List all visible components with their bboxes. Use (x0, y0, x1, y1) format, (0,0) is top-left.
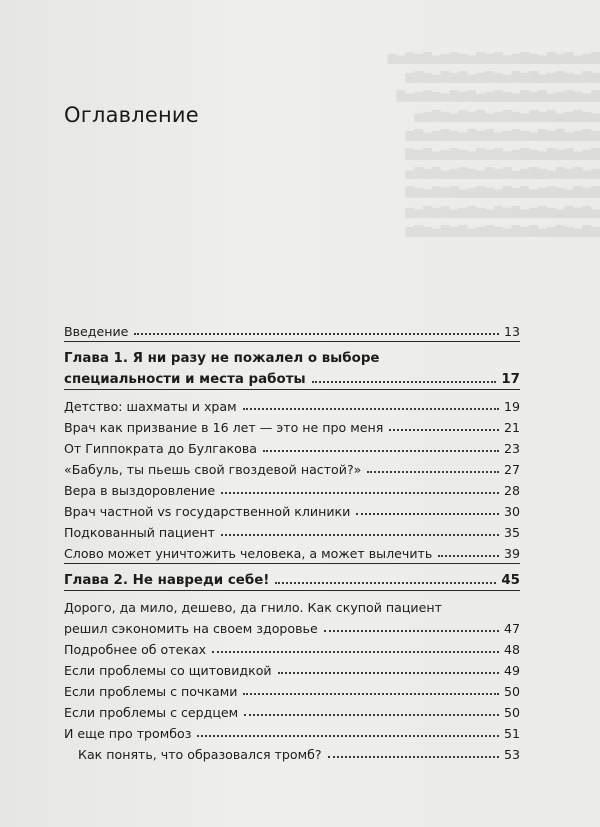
toc-entry-title: Детство: шахматы и храм (64, 399, 237, 414)
dot-leader (438, 555, 499, 557)
toc-entry-title: Подкованный пациент (64, 525, 215, 540)
toc-entry-title: Слово может уничтожить человека, а может вылечить (64, 546, 433, 561)
dot-leader (356, 513, 499, 515)
toc-entry-title: Введение (64, 324, 129, 339)
dot-leader (134, 333, 499, 335)
toc-entry-page: 51 (503, 726, 520, 741)
toc-entry-title: Если проблемы со щитовидкой (64, 663, 272, 678)
toc-entry-page: 27 (503, 462, 520, 477)
table-of-contents (64, 318, 520, 762)
chapter-divider (64, 389, 520, 390)
toc-entry-page: 49 (503, 663, 520, 678)
toc-entry-page: 30 (503, 504, 520, 519)
toc-entry[interactable] (64, 414, 520, 435)
chapter-divider (64, 590, 520, 591)
toc-entry-title-line2: решил сэкономить на своем здоровье (64, 621, 318, 636)
toc-entry[interactable] (64, 636, 520, 657)
dot-leader (324, 630, 499, 632)
toc-entry-title: Подробнее об отеках (64, 642, 207, 657)
dot-leader (212, 651, 499, 653)
toc-entry[interactable] (64, 720, 520, 741)
toc-entry-title: Вера в выздоровление (64, 483, 216, 498)
toc-entry-title: Как понять, что образовался тромб? (78, 747, 322, 762)
toc-entry-page: 19 (503, 399, 520, 414)
toc-entry-title: Врач частной vs государственной клиники (64, 504, 351, 519)
toc-entry-page: 48 (503, 642, 520, 657)
toc-entry-page: 13 (503, 324, 520, 339)
toc-entry[interactable] (64, 393, 520, 414)
toc-entry[interactable] (64, 540, 520, 561)
bleed-through-text: ▇▆▅▇▆▇▅▆▇▆▅▇▆▇▅▆▇▆▅▇▆▇▅▆ ▆▇▅▆▇▆▅▇▆▇▅▆▇▆▅▇▆▇▅▆▇▆ ▇▅▆▇▆▅▇▆▇▅▆▇▆▅▇▆▇▅▆▇▆▅▇ ▅▆▇▆▅▇▆▇▅▆▇▆▅▇▆▇▅▆▇▆▅ ▆▇▆▅▇▆▇▅▆▇▆▅▇▆▇▅▆▇▆▅▇▆ ▇▆▅▇▆▇▅▆▇▆▅▇▆▇▅▆▇▆▅▇▆▇ ▆▅▇▆▇▅▆▇▆▅▇▆▇▅▆▇▆▅▇▆▇▅ ▇▆▇▅▆▇▆▅▇▆▇▅▆▇▆▅▇▆▇▅▆▇ ▅▇▆▇▅▆▇▆▅▇▆▇▅▆▇▆▅▇▆▇▅▆ ▆▇▅▆▇▆▅▇▆▇▅▆▇▆▅▇▆▇▅▆▇▆ (387, 50, 600, 237)
toc-entry-page: 39 (503, 546, 520, 561)
dot-leader (243, 408, 499, 410)
chapter-divider (64, 341, 520, 342)
toc-entry[interactable] (64, 498, 520, 519)
toc-entry[interactable] (64, 678, 520, 699)
toc-entry-page: 50 (503, 684, 520, 699)
toc-entry[interactable] (64, 477, 520, 498)
chapter-title-line2: специальности и места работы (64, 372, 306, 387)
chapter-title: Глава 2. Не навреди себе! (64, 573, 270, 588)
toc-entry-title: От Гиппократа до Булгакова (64, 441, 258, 456)
toc-subentry[interactable] (64, 741, 520, 762)
toc-entry-title: Врач как призвание в 16 лет — это не про меня (64, 420, 384, 435)
dot-leader (389, 429, 499, 431)
dot-leader (263, 450, 499, 452)
toc-entry[interactable] (64, 456, 520, 477)
toc-entry-title-line1: Дорого, да мило, дешево, да гнило. Как скупой пациент (64, 600, 442, 615)
toc-entry-page: 23 (503, 441, 520, 456)
toc-entry-title: Если проблемы с сердцем (64, 705, 239, 720)
toc-entry-page: 35 (503, 525, 520, 540)
dot-leader (244, 714, 499, 716)
toc-entry-title: Если проблемы с почками (64, 684, 238, 699)
chapter-page: 17 (501, 372, 520, 387)
chapter-page: 45 (501, 573, 520, 588)
toc-title: Оглавление (64, 103, 199, 127)
toc-entry[interactable] (64, 657, 520, 678)
toc-entry-page: 47 (503, 621, 520, 636)
dot-leader (221, 492, 499, 494)
chapter-divider (64, 563, 520, 564)
toc-entry-page: 28 (503, 483, 520, 498)
dot-leader (243, 693, 499, 695)
toc-chapter-2[interactable] (64, 567, 520, 588)
dot-leader (221, 534, 499, 536)
toc-entry-page: 50 (503, 705, 520, 720)
toc-entry-page: 53 (503, 747, 520, 762)
toc-entry-title: И еще про тромбоз (64, 726, 192, 741)
dot-leader (197, 735, 499, 737)
toc-entry-page: 21 (503, 420, 520, 435)
toc-entry-multiline[interactable] (64, 594, 520, 636)
toc-entry-title: «Бабуль, ты пьешь свой гвоздевой настой?» (64, 462, 362, 477)
dot-leader (312, 381, 497, 383)
toc-entry[interactable] (64, 699, 520, 720)
dot-leader (278, 672, 499, 674)
toc-entry[interactable] (64, 519, 520, 540)
dot-leader (275, 582, 496, 584)
toc-entry[interactable] (64, 435, 520, 456)
chapter-title-line1: Глава 1. Я ни разу не пожалел о выборе (64, 351, 380, 366)
toc-chapter-1[interactable] (64, 345, 520, 387)
dot-leader (328, 756, 499, 758)
toc-entry-introduction[interactable] (64, 318, 520, 339)
dot-leader (367, 471, 499, 473)
